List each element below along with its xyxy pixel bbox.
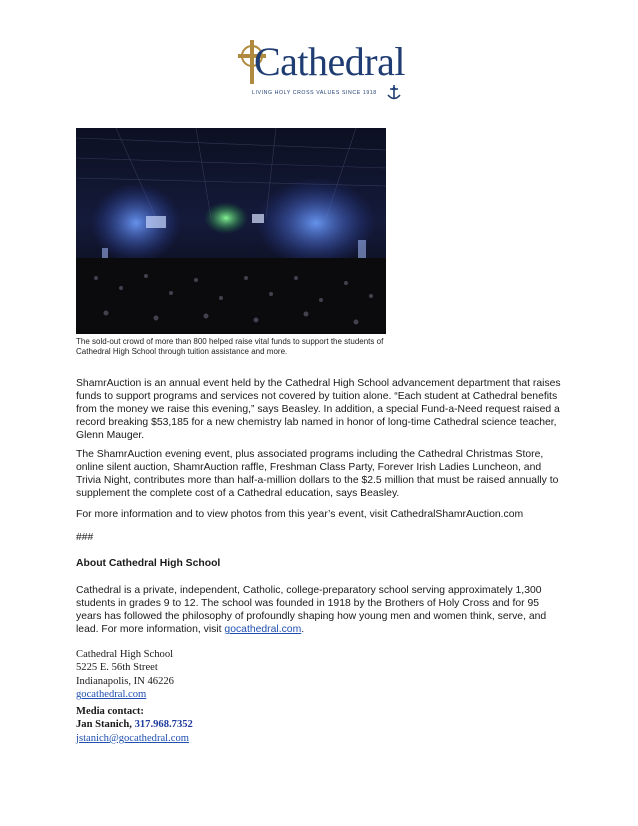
paragraph-programs: The ShamrAuction evening event, plus associated programs including the Cathedral Christmas Store, online silent auction, ShamrAuction raffle, Freshman Class Party, Forever Irish Ladies Luncheon, and Trivia Night, contributes more than half-a-million dollars to the $2.5 million that must be raised annually to supplement the complete cost of a Cathedral education, says Beasley. <box>76 449 559 500</box>
cathedral-logo <box>232 38 408 104</box>
school-name: Cathedral High School <box>76 649 174 660</box>
contact-name: Jan Stanich, <box>76 719 135 731</box>
about-text-end: . <box>301 624 305 636</box>
media-contact-label: Media contact: <box>76 706 144 717</box>
paragraph-more-info: For more information and to view photos from this year’s event, visit CathedralShamrAuction.com <box>76 509 524 520</box>
about-heading: About Cathedral High School <box>76 558 221 569</box>
event-photo <box>76 128 386 334</box>
photo-caption: The sold-out crowd of more than 800 helped raise vital funds to support the students of Cathedral High School through tuition assistance and more. <box>76 337 384 356</box>
logo-wordmark: Cathedral <box>254 39 405 84</box>
about-text: Cathedral is a private, independent, Catholic, college-preparatory school serving approximately 1,300 students in grades 9 to 12. The school was founded in 1918 by the Brothers of Holy Cross and for 95 years has followed the philosophy of profoundly shaping how young men and women think, serve, and lead. For more information, visit <box>76 585 547 636</box>
contact-email-link[interactable]: jstanich@gocathedral.com <box>76 732 190 744</box>
address-block <box>76 648 376 702</box>
about-paragraph <box>76 584 566 636</box>
section-separator: ### <box>76 532 94 543</box>
website-link[interactable]: gocathedral.com <box>76 689 147 701</box>
city-state-zip: Indianapolis, IN 46226 <box>76 675 174 687</box>
paragraph-fundraising: ShamrAuction is an annual event held by the Cathedral High School advancement department that raises funds to support programs and services not covered by tuition alone. “Each student at Cathedral benefits from the money we raise this evening,” says Beasley. In addition, a special Fund-a-Need request raised a record breaking $53,185 for a new chemistry lab named in honor of long-time Cathedral science teacher, Glenn Mauger. <box>76 378 561 442</box>
street-address: 5225 E. 56th Street <box>76 662 158 674</box>
contact-phone: 317.968.7352 <box>134 719 193 731</box>
anchor-emblem-icon <box>386 84 402 102</box>
about-website-link[interactable]: gocathedral.com <box>224 624 302 636</box>
logo-tagline: LIVING HOLY CROSS VALUES SINCE 1918 <box>252 90 377 96</box>
media-contact-block <box>76 705 376 745</box>
